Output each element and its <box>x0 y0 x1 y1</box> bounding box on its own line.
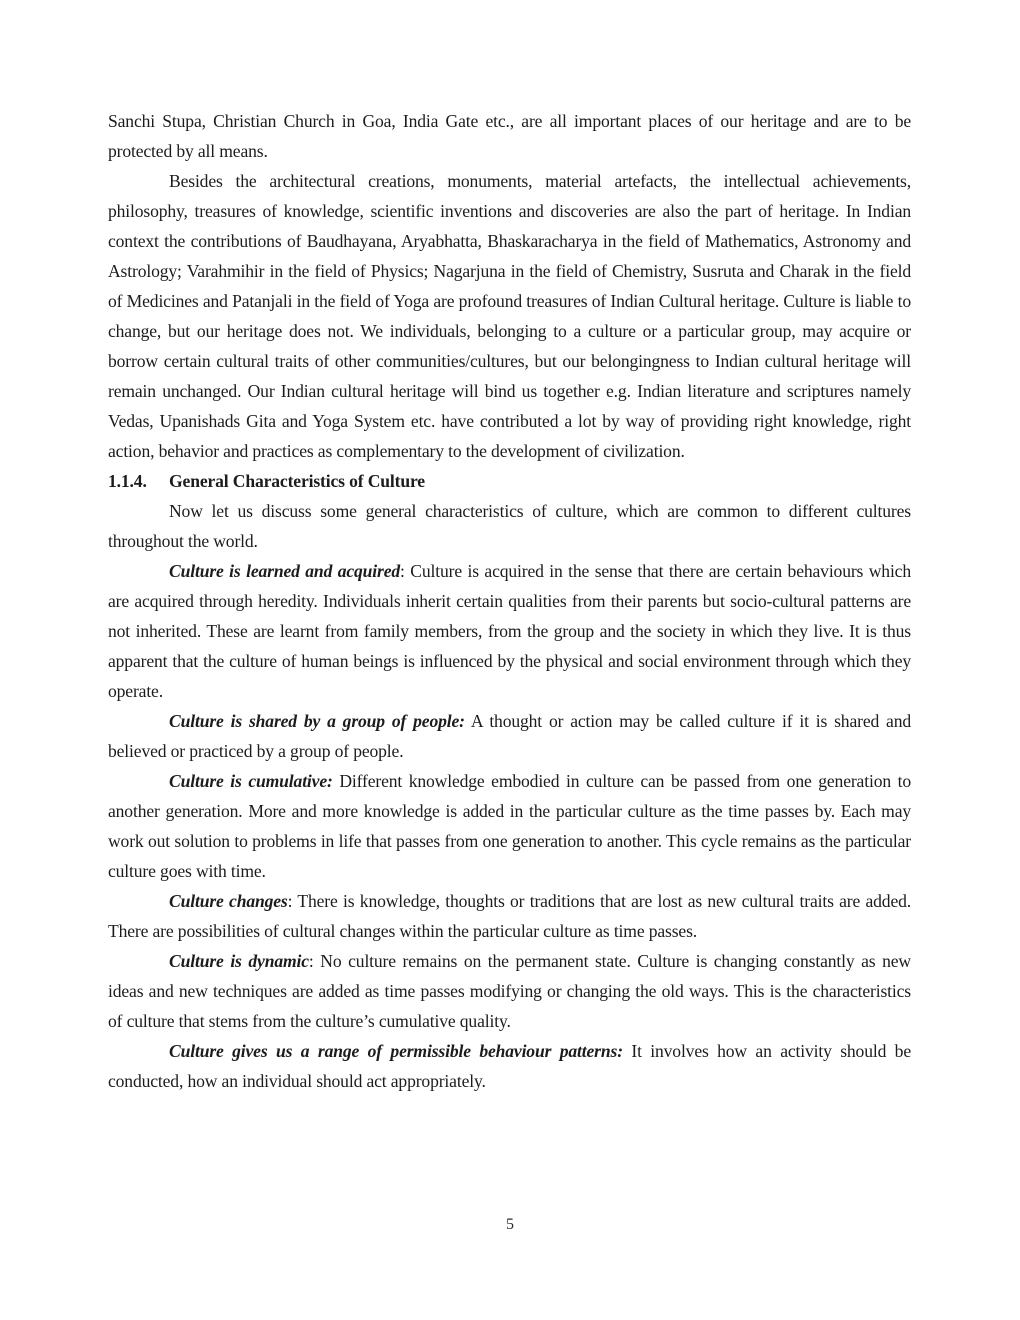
term-separator: : <box>287 891 298 911</box>
characteristic-term: Culture is dynamic <box>169 951 309 971</box>
characteristic-learned <box>108 556 911 706</box>
characteristic-term: Culture changes <box>169 891 288 911</box>
characteristic-text: It involves how an activity should be conducted, how an individual should act appropriately. <box>108 1041 911 1091</box>
section-intro: Now let us discuss some general characteristics of culture, which are common to different cultures throughout the world. <box>108 501 911 551</box>
term-separator: : <box>400 561 411 581</box>
characteristic-dynamic <box>108 946 911 1036</box>
characteristic-behaviour-patterns <box>108 1036 911 1096</box>
page-body <box>108 106 911 1096</box>
characteristic-term: Culture is learned and acquired <box>169 561 401 581</box>
characteristic-text: Different knowledge embodied in culture can be passed from one generation to another generation. More and more knowledge is added in the particular culture as the time passes by. Each may work out solution to problems in life that passes from one generation to another. This cycle remains as the particular culture goes with time. <box>108 771 911 881</box>
characteristic-cumulative <box>108 766 911 886</box>
characteristic-shared <box>108 706 911 766</box>
page-number: 5 <box>506 1216 514 1233</box>
characteristic-text: No culture remains on the permanent state. Culture is changing constantly as new ideas and new techniques are added as time passes modifying or changing the old ways. This is the characteristics of culture that stems from the culture’s cumulative quality. <box>108 951 911 1031</box>
characteristic-term: Culture gives us a range of permissible behaviour patterns: <box>169 1041 623 1061</box>
characteristic-text: A thought or action may be called culture if it is shared and believed or practiced by a group of people. <box>108 711 911 761</box>
characteristic-term: Culture is shared by a group of people: <box>169 711 465 731</box>
section-title: General Characteristics of Culture <box>169 471 425 491</box>
paragraph-intellectual-heritage: Besides the architectural creations, monuments, material artefacts, the intellectual achievements, philosophy, treasures of knowledge, scientific inventions and discoveries are also the part of heritage. In Indian context the contributions of Baudhayana, Aryabhatta, Bhaskaracharya in the field of Mathematics, Astronomy and Astrology; Varahmihir in the field of Physics; Nagarjuna in the field of Chemistry, Susruta and Charak in the field of Medicines and Patanjali in the field of Yoga are profound treasures of Indian Cultural heritage. Culture is liable to change, but our heritage does not. We individuals, belonging to a culture or a particular group, may acquire or borrow certain cultural traits of other communities/cultures, but our belongingness to Indian cultural heritage will remain unchanged. Our Indian cultural heritage will bind us together e.g. Indian literature and scriptures namely Vedas, Upanishads Gita and Yoga System etc. have contributed a lot by way of providing right knowledge, right action, behavior and practices as complementary to the development of civilization. <box>108 171 911 461</box>
paragraph-heritage-places: Sanchi Stupa, Christian Church in Goa, India Gate etc., are all important places of our heritage and are to be protected by all means. <box>108 111 911 161</box>
characteristic-changes <box>108 886 911 946</box>
term-separator: : <box>308 951 321 971</box>
characteristic-term: Culture is cumulative: <box>169 771 333 791</box>
characteristic-text: There is knowledge, thoughts or traditions that are lost as new cultural traits are added. There are possibilities of cultural changes within the particular culture as time passes. <box>108 891 912 941</box>
characteristic-text: Culture is acquired in the sense that there are certain behaviours which are acquired through heredity. Individuals inherit certain qualities from their parents but socio-cultural patterns are not inherited. These are learnt from family members, from the group and the society in which they live. It is thus apparent that the culture of human beings is influenced by the physical and social environment through which they operate. <box>108 561 911 701</box>
section-number: 1.1.4. <box>108 471 147 491</box>
section-heading <box>108 466 911 496</box>
